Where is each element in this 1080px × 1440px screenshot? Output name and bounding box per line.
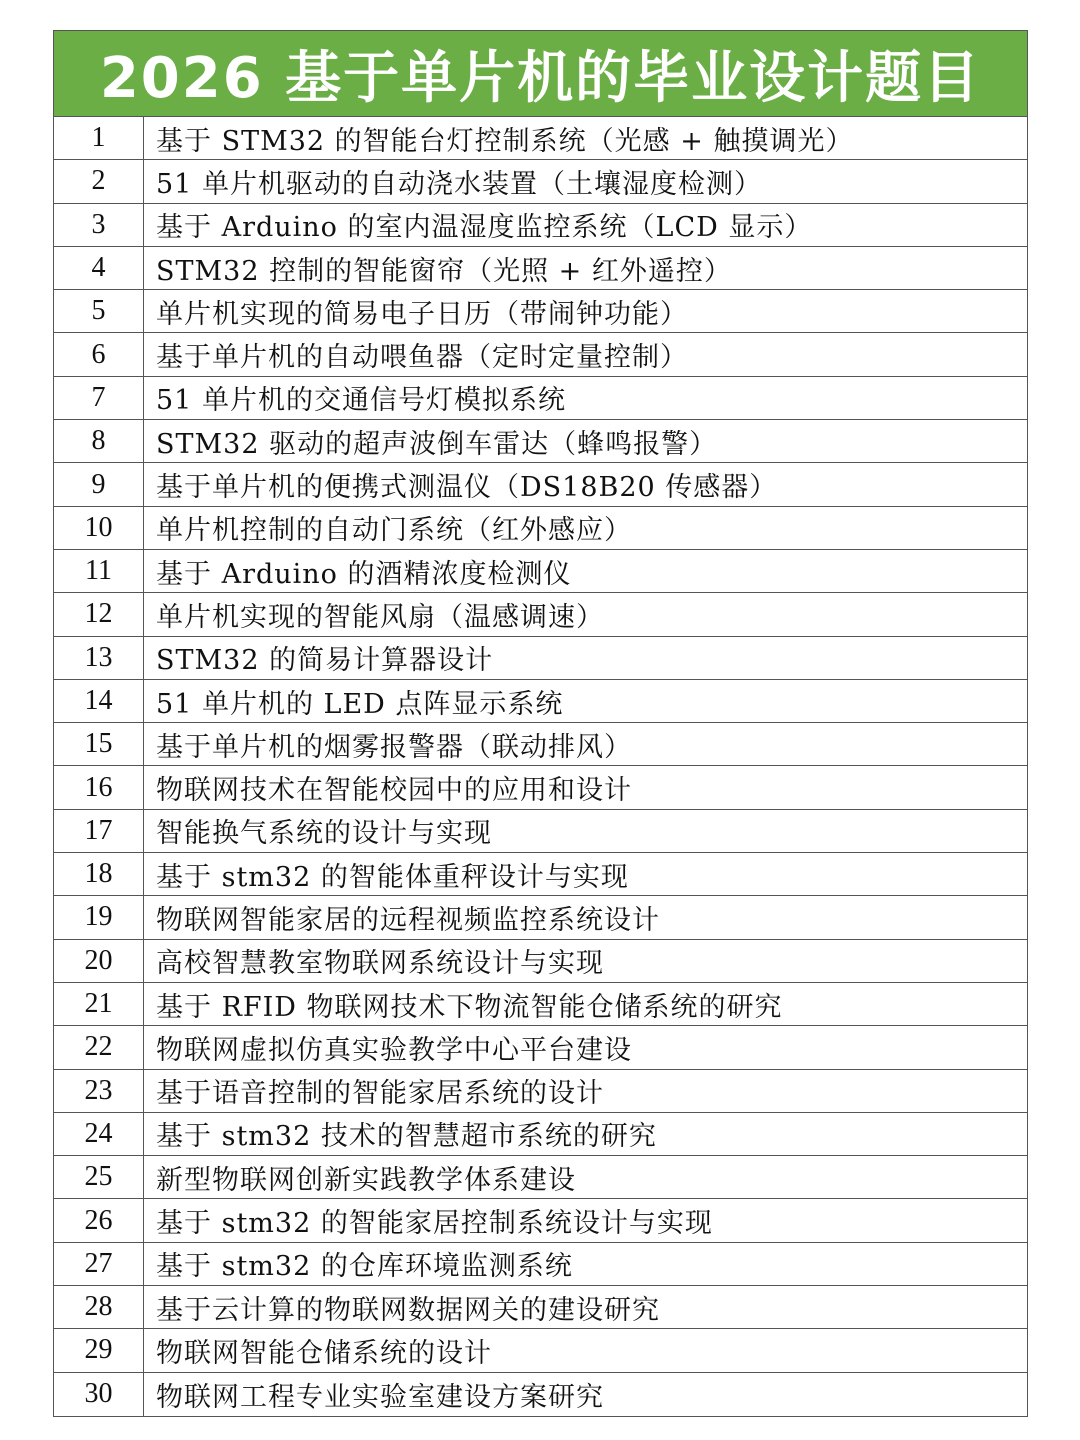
table-row (54, 333, 1027, 376)
topic-number: 6 (54, 333, 144, 375)
topic-title: 基于云计算的物联网数据网关的建设研究 (156, 1294, 660, 1326)
table-row (54, 550, 1027, 593)
topic-number: 21 (54, 983, 144, 1025)
topic-title: 基于 Arduino 的室内温湿度监控系统（LCD 显示） (156, 212, 813, 244)
topic-title: 新型物联网创新实践教学体系建设 (156, 1164, 576, 1196)
table-row (54, 1373, 1027, 1416)
table-row (54, 463, 1027, 506)
table-row (54, 247, 1027, 290)
table-row (54, 204, 1027, 247)
table-row (54, 1070, 1027, 1113)
topic-number: 30 (54, 1373, 144, 1416)
table-row (54, 810, 1027, 853)
topic-title: 单片机实现的智能风扇（温感调速） (156, 601, 604, 633)
topic-title: STM32 控制的智能窗帘（光照 + 红外遥控） (156, 255, 732, 287)
topic-number: 15 (54, 723, 144, 765)
topic-number: 3 (54, 204, 144, 246)
topic-number: 24 (54, 1113, 144, 1155)
table-row (54, 290, 1027, 333)
topic-number: 13 (54, 637, 144, 679)
topic-title: 基于 stm32 的智能体重秤设计与实现 (156, 861, 629, 893)
topic-title: 物联网工程专业实验室建设方案研究 (156, 1381, 604, 1413)
topic-number: 20 (54, 940, 144, 982)
topic-title: 51 单片机驱动的自动浇水装置（土壤湿度检测） (156, 168, 762, 200)
topic-title: 物联网虚拟仿真实验教学中心平台建设 (156, 1034, 632, 1066)
topic-number: 4 (54, 247, 144, 289)
table-row (54, 766, 1027, 809)
topic-number: 11 (54, 550, 144, 592)
topic-title: 单片机控制的自动门系统（红外感应） (156, 515, 632, 547)
topic-number: 18 (54, 853, 144, 895)
table-row (54, 507, 1027, 550)
table-row (54, 1156, 1027, 1199)
table-row (54, 593, 1027, 636)
topic-title: 51 单片机的 LED 点阵显示系统 (156, 688, 564, 720)
topic-number: 7 (54, 377, 144, 419)
topic-title: 51 单片机的交通信号灯模拟系统 (156, 385, 566, 417)
topic-title: 基于 stm32 的仓库环境监测系统 (156, 1251, 573, 1283)
topic-number: 12 (54, 593, 144, 635)
page-title: 2026 基于单片机的毕业设计题目 (54, 31, 1027, 117)
topic-title: 基于 Arduino 的酒精浓度检测仪 (156, 558, 572, 590)
table-row (54, 1113, 1027, 1156)
topic-number: 22 (54, 1026, 144, 1068)
topics-list (54, 117, 1027, 1416)
topic-number: 8 (54, 420, 144, 462)
table-row (54, 1286, 1027, 1329)
topic-title: 基于 stm32 技术的智慧超市系统的研究 (156, 1121, 657, 1153)
topic-title: 物联网智能仓储系统的设计 (156, 1337, 492, 1369)
table-row (54, 420, 1027, 463)
topic-title: 基于单片机的自动喂鱼器（定时定量控制） (156, 342, 688, 374)
table-row (54, 723, 1027, 766)
table-row (54, 377, 1027, 420)
table-row (54, 637, 1027, 680)
table-row (54, 1329, 1027, 1372)
topic-title: 高校智慧教室物联网系统设计与实现 (156, 948, 604, 980)
table-row (54, 983, 1027, 1026)
topic-title: STM32 驱动的超声波倒车雷达（蜂鸣报警） (156, 428, 718, 460)
topic-title: 基于 RFID 物联网技术下物流智能仓储系统的研究 (156, 991, 783, 1023)
topic-number: 1 (54, 117, 144, 159)
table-row (54, 117, 1027, 160)
topic-title: 物联网技术在智能校园中的应用和设计 (156, 775, 632, 807)
topic-number: 23 (54, 1070, 144, 1112)
topic-number: 10 (54, 507, 144, 549)
table-row (54, 680, 1027, 723)
topic-number: 17 (54, 810, 144, 852)
topic-number: 26 (54, 1199, 144, 1241)
topic-title: 基于语音控制的智能家居系统的设计 (156, 1078, 604, 1110)
topic-number: 9 (54, 463, 144, 505)
topic-number: 14 (54, 680, 144, 722)
topic-title: 物联网智能家居的远程视频监控系统设计 (156, 904, 660, 936)
topic-title: 基于单片机的烟雾报警器（联动排风） (156, 731, 632, 763)
topic-number: 28 (54, 1286, 144, 1328)
topic-number: 19 (54, 896, 144, 938)
table-row (54, 940, 1027, 983)
topic-title: 基于 STM32 的智能台灯控制系统（光感 + 触摸调光） (156, 125, 854, 157)
topics-table (53, 30, 1028, 1417)
topic-number: 16 (54, 766, 144, 808)
table-row (54, 160, 1027, 203)
topic-number: 27 (54, 1243, 144, 1285)
topic-title: 基于 stm32 的智能家居控制系统设计与实现 (156, 1208, 713, 1240)
table-row (54, 1026, 1027, 1069)
topic-title: STM32 的简易计算器设计 (156, 645, 494, 677)
table-row (54, 1243, 1027, 1286)
table-row (54, 853, 1027, 896)
table-row (54, 1199, 1027, 1242)
topic-title: 基于单片机的便携式测温仪（DS18B20 传感器） (156, 472, 778, 504)
topic-title: 单片机实现的简易电子日历（带闹钟功能） (156, 298, 688, 330)
topic-number: 29 (54, 1329, 144, 1371)
table-row (54, 896, 1027, 939)
topic-number: 25 (54, 1156, 144, 1198)
topic-title: 智能换气系统的设计与实现 (156, 818, 492, 850)
topic-number: 5 (54, 290, 144, 332)
topic-number: 2 (54, 160, 144, 202)
